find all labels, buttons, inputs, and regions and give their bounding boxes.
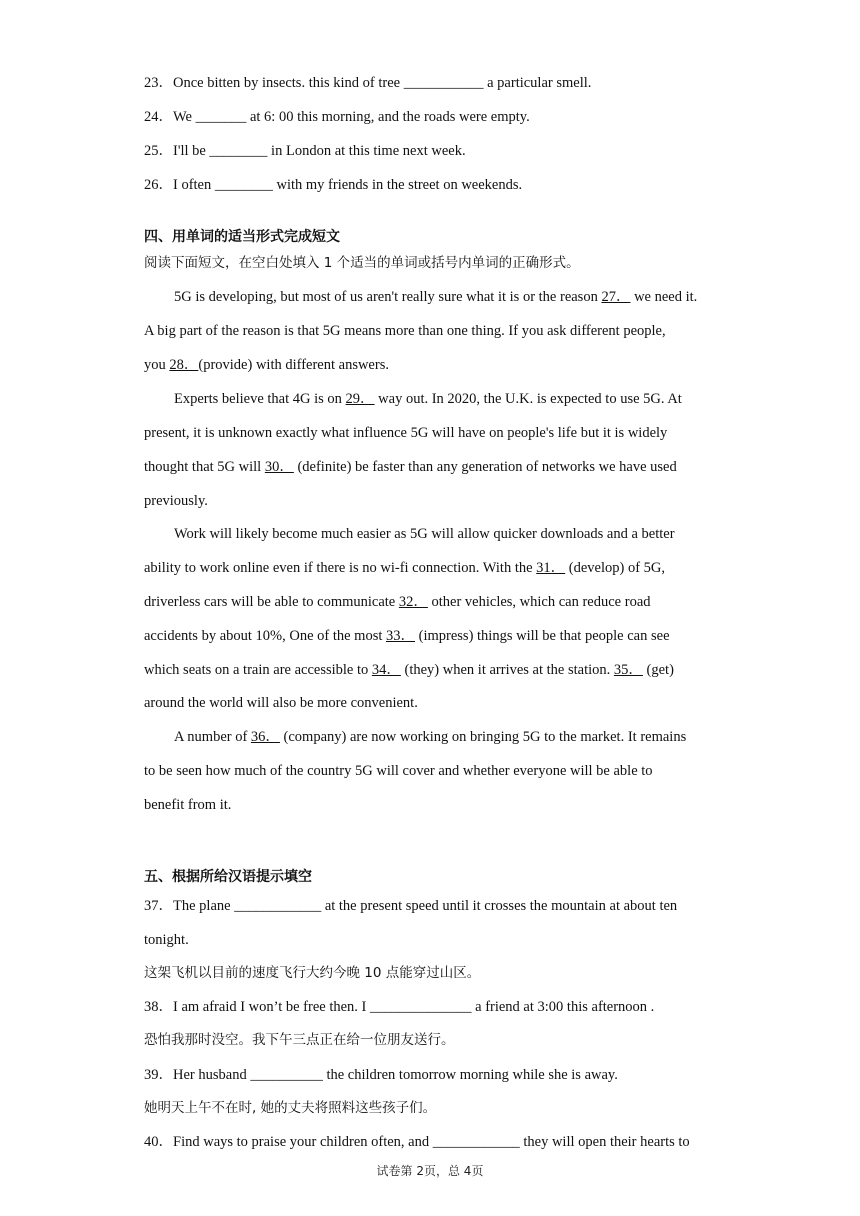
section-5-title: 五、根据所给汉语提示填空 [144,869,312,885]
passage-line: Work will likely become much easier as 5G will allow quicker downloads and a better [174,526,675,542]
text: (get) [642,662,674,678]
blank-27: 27． [601,289,631,305]
text: accidents by about 10%, One of the most [144,628,387,644]
text: way out. In 2020, the U.K. is expected to use 5G. At [374,391,682,407]
passage-line [144,627,670,645]
text: driverless cars will be able to communicate [144,594,399,610]
blank-34: 34． [371,662,401,678]
passage-line [144,593,651,611]
passage-line: previously. [144,493,208,509]
passage-line [144,661,674,679]
question-39-hint: 她明天上午不在时, 她的丈夫将照料这些孩子们。 [144,1100,437,1116]
text: (develop) of 5G, [565,560,666,576]
blank-30: 30． [264,459,294,475]
text: (they) when it arrives at the station. [400,662,614,678]
passage-line: to be seen how much of the country 5G will cover and whether everyone will be able to [144,763,653,779]
text: which seats on a train are accessible to [144,662,372,678]
passage-line [144,559,665,577]
passage-line [144,356,389,374]
question-37-hint: 这架飞机以目前的速度飞行大约今晚 10 点能穿过山区。 [144,965,481,981]
question-38: 38．I am afraid I won’t be free then. I ______________ a friend at 3:00 this afternoon . [144,999,655,1015]
text: thought that 5G will [144,459,265,475]
passage-line [174,728,686,746]
text: ability to work online even if there is no wi-fi connection. With the [144,560,537,576]
blank-35: 35． [613,662,643,678]
text: 5G is developing, but most of us aren't really sure what it is or the reason [174,289,602,305]
passage-line [174,390,682,408]
blank-31: 31． [536,560,566,576]
text: other vehicles, which can reduce road [427,594,651,610]
question-23: 23．Once bitten by insects. this kind of tree ___________ a particular smell. [144,75,592,91]
text: Experts believe that 4G is on [174,391,346,407]
blank-36: 36． [250,729,280,745]
question-37-cont: tonight. [144,932,189,948]
passage-line [174,288,697,306]
text: A number of [174,729,251,745]
text: we need it. [630,289,698,305]
text: you [144,357,170,373]
blank-32: 32． [398,594,428,610]
question-39: 39．Her husband __________ the children tomorrow morning while she is away. [144,1067,618,1083]
passage-line: around the world will also be more convenient. [144,695,418,711]
section-4-instructions: 阅读下面短文，在空白处填入 1 个适当的单词或括号内单词的正确形式。 [144,255,580,271]
text: (company) are now working on bringing 5G to the market. It remains [279,729,687,745]
passage-line: A big part of the reason is that 5G means more than one thing. If you ask different people, [144,323,666,339]
question-38-hint: 恐怕我那时没空。我下午三点正在给一位朋友送行。 [144,1032,455,1048]
question-26: 26．I often ________ with my friends in the street on weekends. [144,177,523,193]
blank-33: 33． [386,628,416,644]
blank-29: 29． [345,391,375,407]
text: (impress) things will be that people can see [415,628,670,644]
passage-line: present, it is unknown exactly what influence 5G will have on people's life but it is widely [144,425,668,441]
text: (definite) be faster than any generation of networks we have used [293,459,677,475]
passage-line: benefit from it. [144,797,232,813]
blank-28: 28． [169,357,199,373]
question-40: 40．Find ways to praise your children often, and ____________ they will open their hearts to [144,1134,690,1150]
question-37: 37．The plane ____________ at the present speed until it crosses the mountain at about ten [144,898,678,914]
text: (provide) with different answers. [198,357,389,373]
passage-line [144,458,677,476]
page-footer: 试卷第 2页，总 4页 [376,1164,484,1178]
question-24: 24．We _______ at 6: 00 this morning, and the roads were empty. [144,109,530,125]
question-25: 25．I'll be ________ in London at this time next week. [144,143,466,159]
section-4-title: 四、用单词的适当形式完成短文 [144,229,340,245]
